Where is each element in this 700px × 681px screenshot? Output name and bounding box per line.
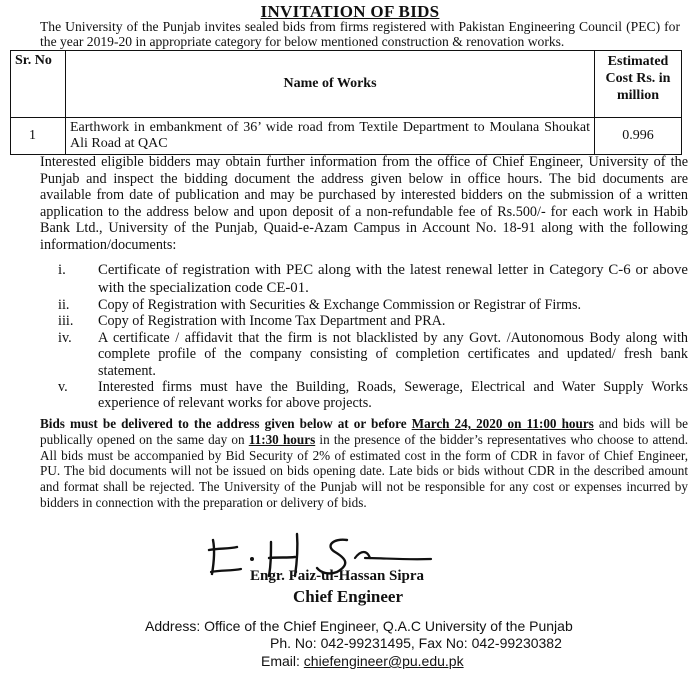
list-item	[58, 262, 688, 297]
bid-submission-paragraph	[40, 416, 688, 511]
table-header-row	[11, 51, 682, 118]
signatory-name: Engr. Faiz-ul-Hassan Sipra	[250, 568, 425, 584]
list-item-number: v.	[58, 379, 68, 396]
list-item	[58, 313, 688, 329]
bids-text-part1: Bids must be delivered to the address given below at or before	[40, 416, 412, 431]
row-estimated-cost: 0.996	[595, 118, 682, 155]
header-name-of-works: Name of Works	[66, 51, 595, 118]
row-work-name: Earthwork in embankment of 36’ wide road from Textile Department to Moulana Shoukat Ali Road at QAC	[66, 118, 595, 155]
list-item	[58, 379, 688, 412]
list-item	[58, 330, 688, 379]
email-label: Email:	[261, 653, 304, 669]
list-item-text: Certificate of registration with PEC along with the latest renewal letter in Category C-6 or above with the specialization code CE-01.	[98, 262, 688, 296]
list-item	[58, 297, 688, 313]
address-line: Address: Office of the Chief Engineer, Q.A.C University of the Punjab	[145, 618, 573, 634]
list-item-number: iii.	[58, 313, 74, 330]
list-item-text: Interested firms must have the Building, Roads, Sewerage, Electrical and Water Supply Works experience of relevant works for above projects.	[98, 379, 688, 412]
required-documents-list	[58, 262, 688, 412]
bids-text-part2: and bids will be publically opened on the same day on	[40, 416, 688, 447]
body-paragraph	[40, 154, 688, 254]
phone-fax-line: Ph. No: 042-99231495, Fax No: 042-99230382	[270, 635, 562, 651]
table-row	[11, 118, 682, 155]
intro-paragraph: The University of the Punjab invites sealed bids from firms registered with Pakistan Engineering Council (PEC) for the year 2019-20 in appropriate category for below mentioned construction & renovation works.	[40, 19, 680, 49]
email-line	[261, 653, 464, 670]
list-item-number: ii.	[58, 297, 70, 313]
list-item-text: A certificate / affidavit that the firm is not blacklisted by any Govt. /Autonomous Body along with complete profile of the company consisting of completion certificates and updated/ fresh bank statement.	[98, 329, 688, 379]
row-sr-no: 1	[11, 118, 66, 155]
bid-deadline: March 24, 2020 on 11:00 hours	[411, 416, 594, 431]
bid-opening-time: 11:30 hours	[248, 431, 316, 447]
notice-title: INVITATION OF BIDS	[260, 2, 440, 21]
signatory-designation: Chief Engineer	[293, 587, 404, 606]
body-text: Interested eligible bidders may obtain further information from the office of Chief Engineer, University of the Punjab and inspect the bidding document the address given below in office hours. The bid documents are available from date of publication and may be purchased by interested bidders on the submission of a written application to the address below and upon deposit of a non-refundable fee of Rs.500/- for each work in Habib Bank Ltd., University of the Punjab, Quaid-e-Azam Campus in Account No. 18-91 along with the following information/documents:	[40, 154, 688, 253]
works-table	[10, 50, 682, 155]
list-item-number: i.	[58, 262, 66, 278]
header-estimated-cost: Estimated Cost Rs. in million	[595, 51, 682, 118]
list-item-number: iv.	[58, 329, 72, 346]
list-item-text: Copy of Registration with Securities & Exchange Commission or Registrar of Firms.	[98, 297, 582, 313]
list-item-text: Copy of Registration with Income Tax Department and PRA.	[98, 313, 446, 330]
email-link[interactable]: chiefengineer@pu.edu.pk	[303, 653, 464, 669]
bids-text-part3: in the presence of the bidder’s representatives who choose to attend. All bids must be accompanied by Bid Security of 2% of estimated cost in the form of CDR in favor of Chief Engineer, PU. The bid documents will not be issued on bids opening date. Late bids or bids without CDR in the described amount and format shall be rejected. The University of the Punjab will not be responsible for any cost or expenses incurred by bidders in connection with the preparation or delivery of bids.	[40, 431, 688, 510]
header-sr-no: Sr. No	[11, 51, 66, 118]
